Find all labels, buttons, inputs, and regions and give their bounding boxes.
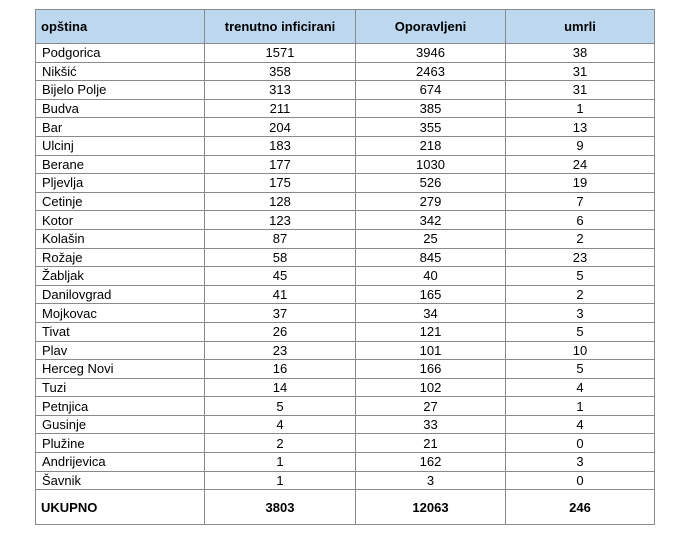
cell-deaths: 3	[506, 453, 655, 472]
header-municipality: opština	[36, 10, 205, 44]
cell-recovered: 121	[356, 322, 506, 341]
cell-recovered: 279	[356, 192, 506, 211]
cell-municipality: Kotor	[36, 211, 205, 230]
table-row	[36, 453, 655, 472]
cell-deaths: 24	[506, 155, 655, 174]
cell-currently-infected: 2	[205, 434, 356, 453]
table-row	[36, 155, 655, 174]
cell-municipality: Bar	[36, 118, 205, 137]
total-label: UKUPNO	[36, 490, 205, 525]
header-row	[36, 10, 655, 44]
cell-recovered: 27	[356, 397, 506, 416]
table-row	[36, 62, 655, 81]
cell-recovered: 526	[356, 174, 506, 193]
header-currently-infected: trenutno inficirani	[205, 10, 356, 44]
table-row	[36, 174, 655, 193]
cell-recovered: 25	[356, 229, 506, 248]
table-row	[36, 304, 655, 323]
cell-currently-infected: 23	[205, 341, 356, 360]
cell-recovered: 102	[356, 378, 506, 397]
total-recovered: 12063	[356, 490, 506, 525]
cell-municipality: Herceg Novi	[36, 360, 205, 379]
table-row	[36, 136, 655, 155]
table-header	[36, 10, 655, 44]
table-footer	[36, 490, 655, 525]
cell-municipality: Bijelo Polje	[36, 81, 205, 100]
cell-municipality: Plužine	[36, 434, 205, 453]
table-row	[36, 81, 655, 100]
cell-deaths: 1	[506, 397, 655, 416]
cell-municipality: Podgorica	[36, 44, 205, 63]
cell-currently-infected: 1	[205, 453, 356, 472]
cell-municipality: Danilovgrad	[36, 285, 205, 304]
cell-municipality: Gusinje	[36, 415, 205, 434]
cell-municipality: Cetinje	[36, 192, 205, 211]
table-row	[36, 44, 655, 63]
cell-recovered: 3946	[356, 44, 506, 63]
cell-municipality: Tivat	[36, 322, 205, 341]
cell-currently-infected: 177	[205, 155, 356, 174]
table-row	[36, 192, 655, 211]
cell-deaths: 2	[506, 229, 655, 248]
cell-municipality: Ulcinj	[36, 136, 205, 155]
cell-recovered: 3	[356, 471, 506, 490]
table-row	[36, 99, 655, 118]
cell-deaths: 6	[506, 211, 655, 230]
cell-currently-infected: 41	[205, 285, 356, 304]
cell-currently-infected: 58	[205, 248, 356, 267]
cell-currently-infected: 358	[205, 62, 356, 81]
cell-deaths: 1	[506, 99, 655, 118]
cell-deaths: 0	[506, 434, 655, 453]
table-row	[36, 322, 655, 341]
cell-currently-infected: 183	[205, 136, 356, 155]
cell-deaths: 23	[506, 248, 655, 267]
cell-deaths: 7	[506, 192, 655, 211]
cell-deaths: 2	[506, 285, 655, 304]
cell-recovered: 355	[356, 118, 506, 137]
cell-recovered: 101	[356, 341, 506, 360]
cell-municipality: Rožaje	[36, 248, 205, 267]
cell-municipality: Kolašin	[36, 229, 205, 248]
cell-currently-infected: 211	[205, 99, 356, 118]
cell-currently-infected: 37	[205, 304, 356, 323]
cell-currently-infected: 87	[205, 229, 356, 248]
cell-municipality: Nikšić	[36, 62, 205, 81]
table-row	[36, 229, 655, 248]
table-body	[36, 44, 655, 490]
cell-currently-infected: 313	[205, 81, 356, 100]
cell-municipality: Berane	[36, 155, 205, 174]
cell-deaths: 0	[506, 471, 655, 490]
cell-deaths: 4	[506, 378, 655, 397]
cell-municipality: Tuzi	[36, 378, 205, 397]
cell-currently-infected: 16	[205, 360, 356, 379]
cell-municipality: Žabljak	[36, 267, 205, 286]
cell-municipality: Mojkovac	[36, 304, 205, 323]
cell-deaths: 5	[506, 360, 655, 379]
cell-deaths: 31	[506, 62, 655, 81]
cell-currently-infected: 123	[205, 211, 356, 230]
cell-municipality: Andrijevica	[36, 453, 205, 472]
cell-deaths: 38	[506, 44, 655, 63]
cell-currently-infected: 26	[205, 322, 356, 341]
cell-currently-infected: 14	[205, 378, 356, 397]
table-row	[36, 360, 655, 379]
table-row	[36, 118, 655, 137]
cell-recovered: 674	[356, 81, 506, 100]
cell-recovered: 33	[356, 415, 506, 434]
cell-currently-infected: 204	[205, 118, 356, 137]
cell-municipality: Pljevlja	[36, 174, 205, 193]
table-row	[36, 471, 655, 490]
cell-currently-infected: 175	[205, 174, 356, 193]
cell-currently-infected: 45	[205, 267, 356, 286]
cell-recovered: 342	[356, 211, 506, 230]
cell-recovered: 166	[356, 360, 506, 379]
cell-deaths: 5	[506, 267, 655, 286]
table-row	[36, 341, 655, 360]
cell-deaths: 10	[506, 341, 655, 360]
cell-deaths: 13	[506, 118, 655, 137]
cell-currently-infected: 5	[205, 397, 356, 416]
table-row	[36, 285, 655, 304]
table-row	[36, 378, 655, 397]
table-row	[36, 211, 655, 230]
cell-deaths: 3	[506, 304, 655, 323]
table-row	[36, 267, 655, 286]
cell-recovered: 1030	[356, 155, 506, 174]
cell-recovered: 218	[356, 136, 506, 155]
cell-recovered: 385	[356, 99, 506, 118]
cell-recovered: 34	[356, 304, 506, 323]
cell-deaths: 9	[506, 136, 655, 155]
cell-deaths: 19	[506, 174, 655, 193]
cell-recovered: 21	[356, 434, 506, 453]
cell-deaths: 4	[506, 415, 655, 434]
cell-recovered: 845	[356, 248, 506, 267]
total-currently-infected: 3803	[205, 490, 356, 525]
cell-deaths: 5	[506, 322, 655, 341]
table-row	[36, 248, 655, 267]
cell-currently-infected: 1	[205, 471, 356, 490]
table-row	[36, 397, 655, 416]
total-deaths: 246	[506, 490, 655, 525]
cell-municipality: Plav	[36, 341, 205, 360]
header-recovered: Oporavljeni	[356, 10, 506, 44]
cell-recovered: 162	[356, 453, 506, 472]
cell-recovered: 2463	[356, 62, 506, 81]
cell-currently-infected: 4	[205, 415, 356, 434]
cell-currently-infected: 128	[205, 192, 356, 211]
cell-municipality: Šavnik	[36, 471, 205, 490]
table-row	[36, 434, 655, 453]
cell-currently-infected: 1571	[205, 44, 356, 63]
table-row	[36, 415, 655, 434]
covid-municipality-table	[35, 9, 655, 525]
total-row	[36, 490, 655, 525]
cell-municipality: Budva	[36, 99, 205, 118]
cell-recovered: 165	[356, 285, 506, 304]
cell-recovered: 40	[356, 267, 506, 286]
cell-deaths: 31	[506, 81, 655, 100]
header-deaths: umrli	[506, 10, 655, 44]
cell-municipality: Petnjica	[36, 397, 205, 416]
